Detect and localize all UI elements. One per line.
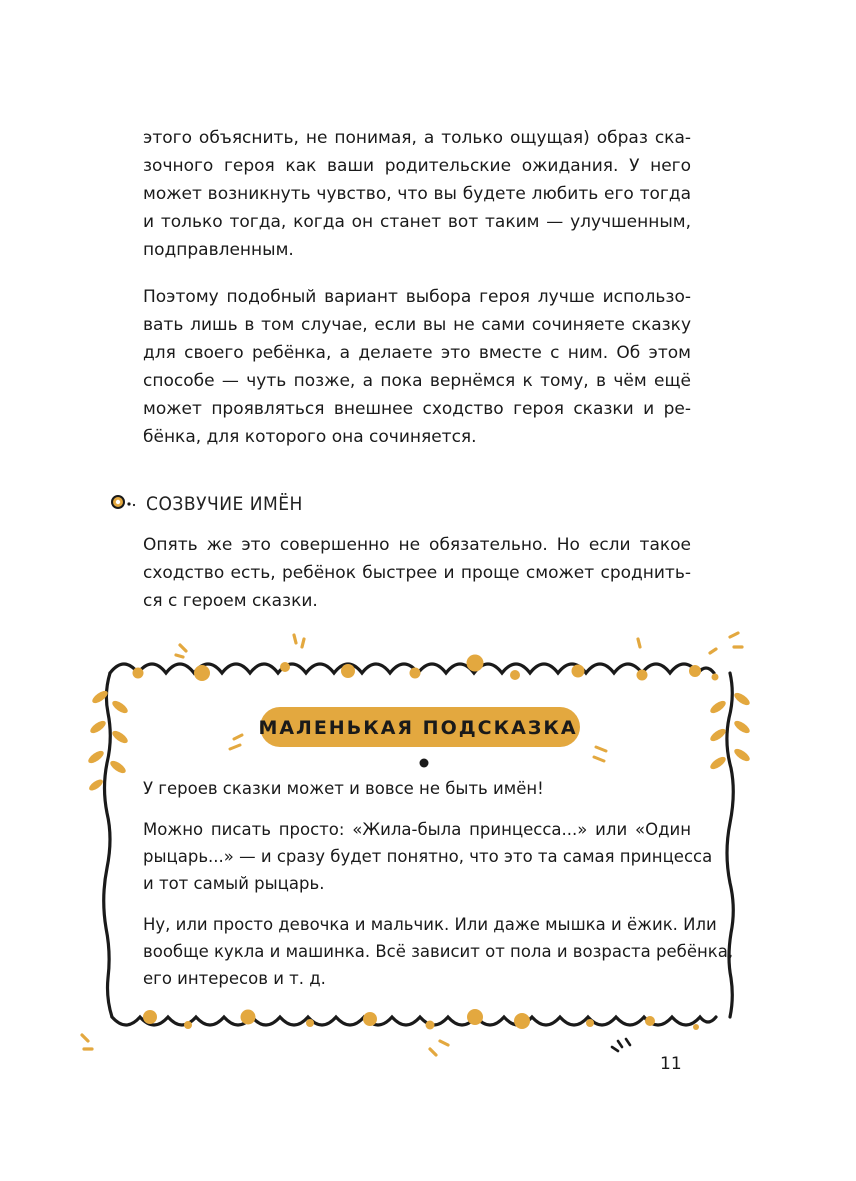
paragraph-line: подправленным. [143, 240, 294, 260]
paragraph-3 [143, 531, 691, 615]
paragraph-line: для своего ребёнка, а делаете это вместе с ним. Об этом [143, 343, 691, 363]
tip-line: Можно писать просто: «Жила-была принцесса...» или «Один [143, 820, 691, 839]
page-number: 11 [660, 1054, 682, 1074]
swirl-bullet-icon [108, 492, 138, 516]
paragraph-line: этого объяснить, не понимая, а только ощущая) образ ска- [143, 128, 691, 148]
bottom-right-sparks [612, 1039, 630, 1051]
paragraph-1 [143, 124, 691, 264]
tip-line: рыцарь...» — и сразу будет понятно, что это та самая принцесса [143, 847, 713, 866]
paragraph-line: сходство есть, ребёнок быстрее и проще сможет сроднить- [143, 563, 691, 583]
tip-paragraph-1: У героев сказки может и вовсе не быть имён! [143, 779, 544, 798]
tip-title-dot [420, 759, 429, 768]
paragraph-line: Поэтому подобный вариант выбора героя лучше использо- [143, 287, 691, 307]
paragraph-line: может возникнуть чувство, что вы будете любить его тогда [143, 184, 691, 204]
paragraph-line: вать лишь в том случае, если вы не сами сочиняете сказку [143, 315, 691, 335]
tip-title: МАЛЕНЬКАЯ ПОДСКАЗКА [258, 717, 578, 739]
section-heading-text: СОЗВУЧИЕ ИМЁН [146, 493, 303, 515]
paragraph-line: ся с героем сказки. [143, 591, 318, 611]
paragraph-line: бёнка, для которого она сочиняется. [143, 427, 477, 447]
paragraph-line: может проявляться внешнее сходство героя сказки и ре- [143, 399, 691, 419]
paragraph-line: способе — чуть позже, а пока вернёмся к тому, в чём ещё [143, 371, 691, 391]
tip-line: и тот самый рыцарь. [143, 874, 325, 893]
tip-paragraph-2 [143, 816, 713, 897]
tip-line: его интересов и т. д. [143, 969, 326, 988]
paragraph-line: Опять же это совершенно не обязательно. Но если такое [143, 535, 691, 555]
top-sparks [176, 633, 742, 657]
tip-line: вообще кукла и машинка. Всё зависит от пола и возраста ребёнка, [143, 942, 734, 961]
section-heading [108, 489, 303, 519]
paragraph-line: и только тогда, когда он станет вот таким — улучшенным, [143, 212, 691, 232]
frame-bottom-scallop [112, 1017, 716, 1025]
tip-paragraph-3 [143, 911, 734, 992]
paragraph-2 [143, 283, 691, 451]
paragraph-line: зочного героя как ваши родительские ожидания. У него [143, 156, 691, 176]
tip-line: Ну, или просто девочка и мальчик. Или даже мышка и ёжик. Или [143, 915, 717, 934]
bottom-sparks [82, 1035, 448, 1055]
frame-right-border [727, 673, 733, 1017]
